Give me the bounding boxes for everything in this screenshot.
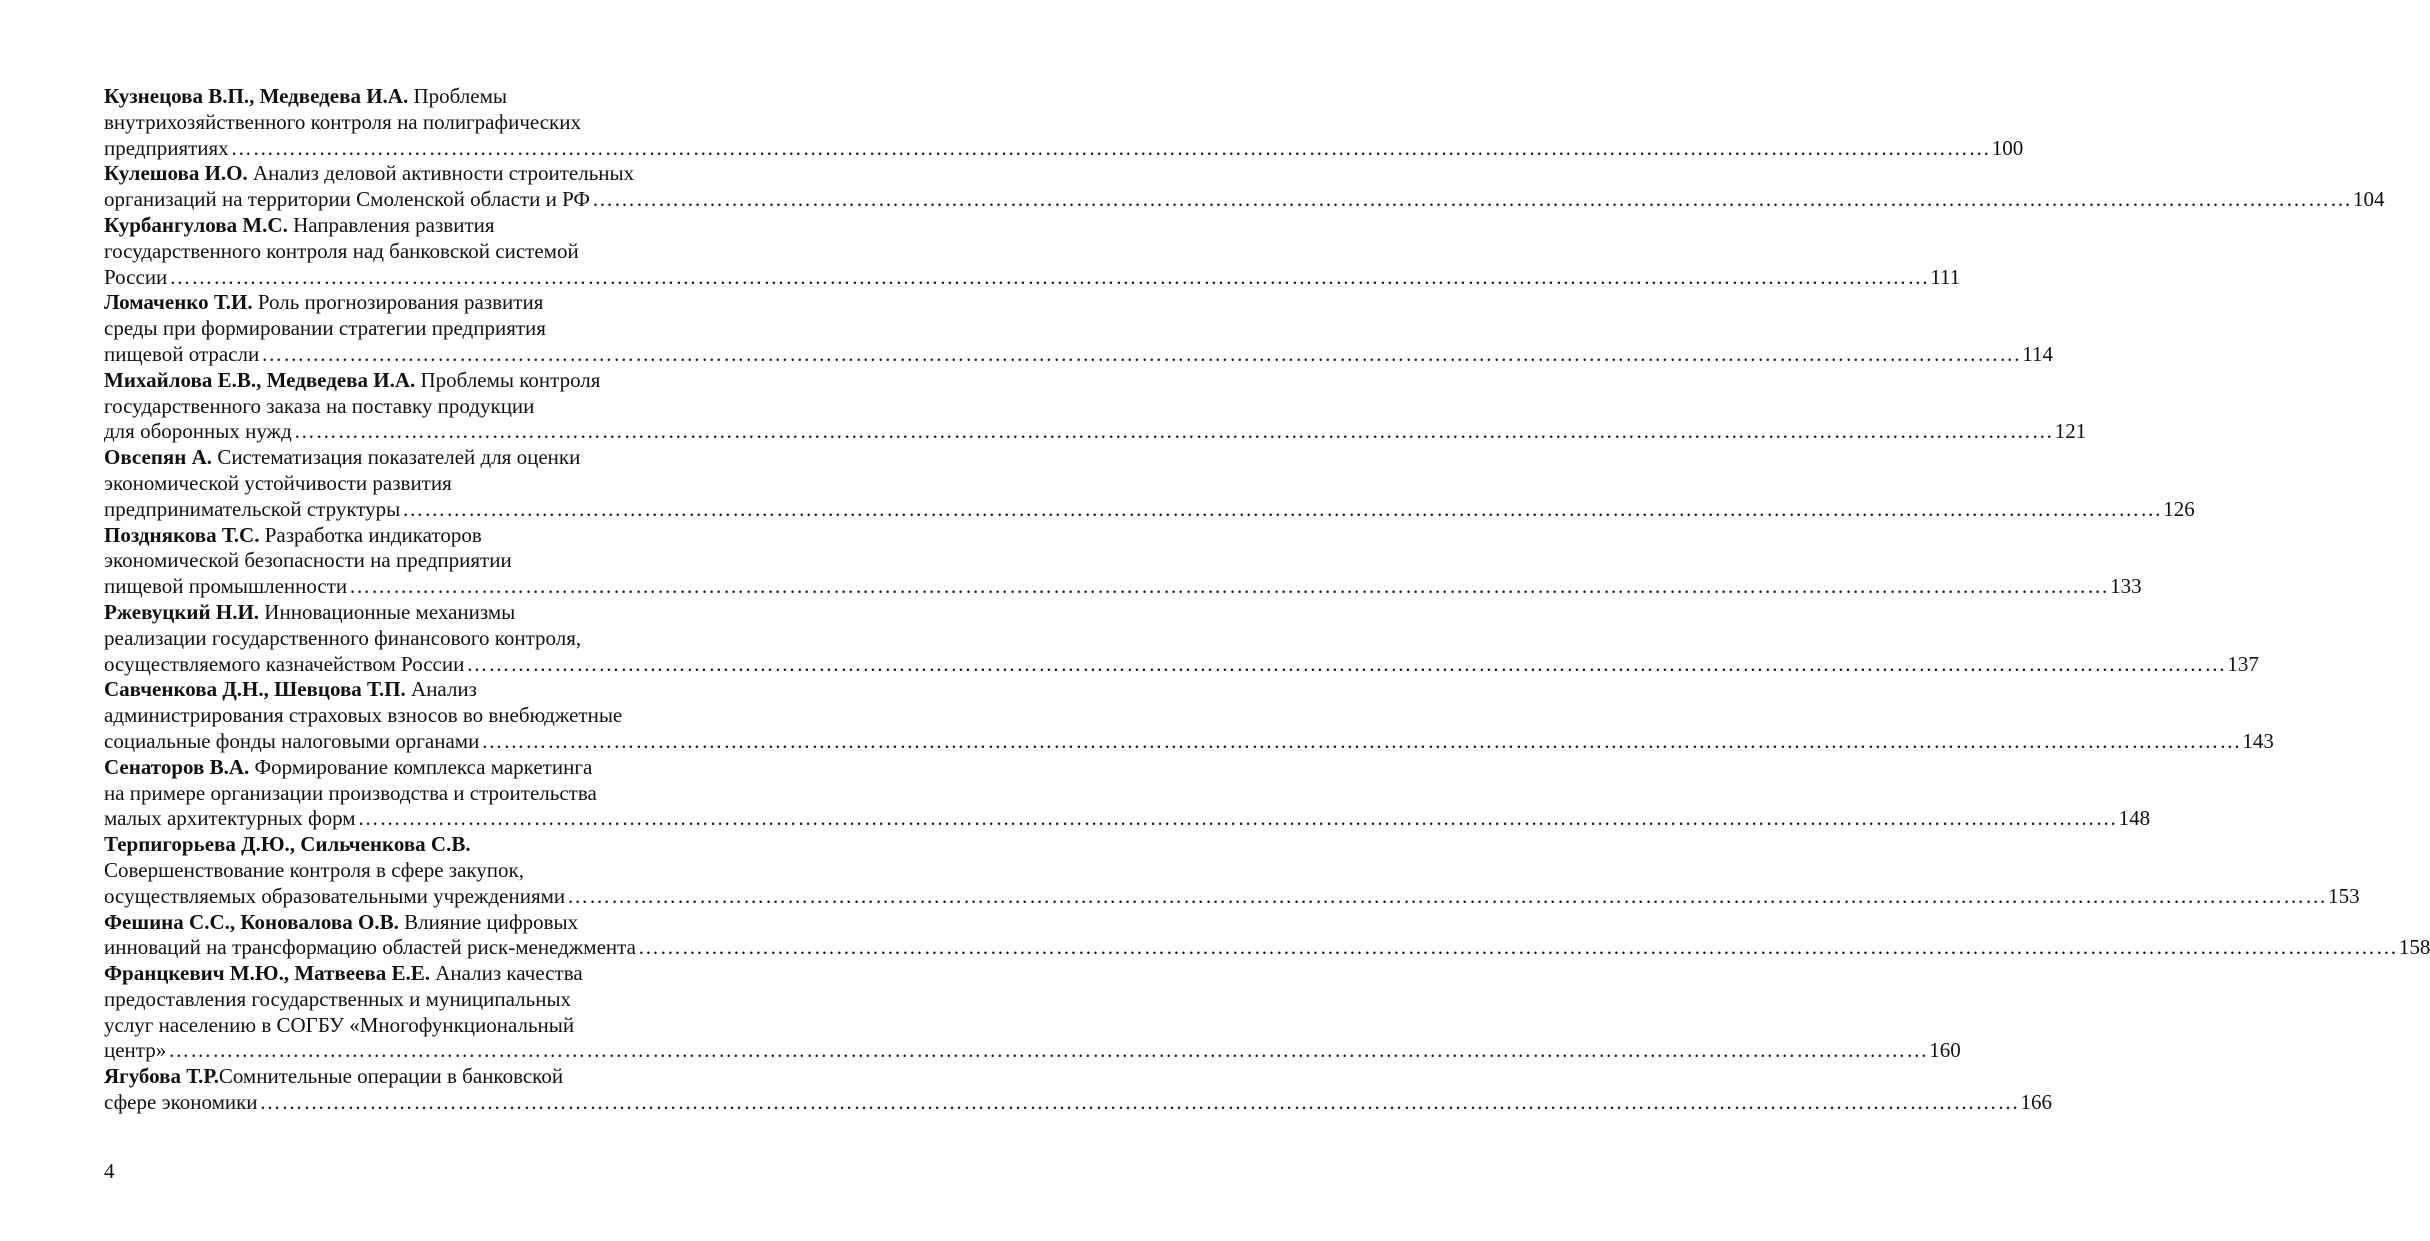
- toc-entry-last-line: [104, 1090, 2053, 1116]
- toc-entry-first-line: [104, 1064, 756, 1090]
- toc-entry: [104, 522, 2142, 600]
- dot-leader: ……………………………………………………………………………………………………………………………………………………………………………………………………………………: [466, 651, 2227, 676]
- toc-entry-first-line: [104, 910, 756, 936]
- toc-entry-page: 100: [1991, 135, 2024, 160]
- toc-entry-last-line: [104, 883, 2360, 910]
- toc-entry-page: 126: [2163, 496, 2195, 521]
- toc-entry-title-start: Влияние цифровых: [398, 909, 579, 934]
- toc-entry: [104, 161, 2385, 213]
- toc-entry-title-end: для оборонных нужд: [104, 419, 292, 444]
- toc-entry: [104, 367, 2087, 445]
- toc-entry-last-line: [104, 187, 2385, 213]
- dot-leader: ……………………………………………………………………………………………………………………………………………………………………………………………………………………: [357, 806, 2118, 831]
- toc-entry-authors: Фешина С.С., Коновалова О.В.: [104, 909, 399, 934]
- toc-entry-title-end: инноваций на трансформацию областей риск-менеджмента: [104, 935, 636, 960]
- toc-entry-first-line: [104, 755, 756, 781]
- toc-entry-authors: Курбангулова М.С.: [104, 212, 288, 237]
- toc-entry-title-end: предпринимательской структуры: [104, 496, 401, 521]
- toc-entry-last-line: [104, 651, 2259, 678]
- toc-entry-page: 160: [1929, 1038, 1961, 1063]
- toc-entry: [104, 290, 2053, 367]
- toc-entry-authors: Ржевуцкий Н.И.: [104, 599, 260, 624]
- toc-entry-first-line: [104, 677, 756, 703]
- dot-leader: ……………………………………………………………………………………………………………………………………………………………………………………………………………………: [567, 883, 2328, 908]
- toc-entry-title-end: пищевой промышленности: [104, 574, 348, 599]
- toc-entry-page: 133: [2110, 574, 2142, 599]
- dot-leader: ……………………………………………………………………………………………………………………………………………………………………………………………………………………: [637, 935, 2398, 960]
- toc-entry-title-end: организаций на территории Смоленской области и РФ: [104, 187, 591, 212]
- dot-leader: ……………………………………………………………………………………………………………………………………………………………………………………………………………………: [349, 574, 2110, 599]
- toc-entry-authors: Михайлова Е.В., Медведева И.А.: [104, 367, 416, 392]
- toc-entry-title-end: осуществляемого казначейством России: [104, 651, 465, 676]
- toc-entry-title-start: Проблемы контроля: [415, 367, 601, 392]
- toc-entry-title-end: центр»: [104, 1038, 167, 1063]
- toc-entry-title-start: Разработка индикаторов: [259, 522, 482, 547]
- toc-entry-page: 137: [2227, 651, 2259, 676]
- dot-leader: ……………………………………………………………………………………………………………………………………………………………………………………………………………………: [168, 1038, 1929, 1063]
- toc-entry-page: 148: [2118, 806, 2151, 831]
- toc-entry-page: 111: [1930, 264, 1961, 289]
- page-number: 4: [104, 1159, 115, 1183]
- toc-entry-first-line: [104, 161, 756, 187]
- toc-entry: [104, 909, 2430, 962]
- toc-entry-authors: Позднякова Т.С.: [104, 522, 260, 547]
- dot-leader: ……………………………………………………………………………………………………………………………………………………………………………………………………………………: [230, 135, 1991, 160]
- dot-leader: ……………………………………………………………………………………………………………………………………………………………………………………………………………………: [402, 496, 2163, 521]
- toc-entry-title-line: администрирования страховых взносов во внебюджетные: [104, 703, 623, 728]
- toc-entry-page: 121: [2054, 419, 2087, 444]
- toc-entry-title-end: сфере экономики: [104, 1090, 258, 1115]
- toc-entry-last-line: [104, 264, 1961, 291]
- toc-entry-title-start: Роль прогнозирования развития: [252, 290, 544, 315]
- toc-entry-authors: Терпигорьева Д.Ю., Сильченкова С.В.: [104, 832, 471, 857]
- toc-entry-title-line: государственного контроля над банковской системой: [104, 238, 579, 263]
- dot-leader: ……………………………………………………………………………………………………………………………………………………………………………………………………………………: [481, 728, 2242, 753]
- toc-entry-first-line: [104, 961, 756, 987]
- toc-entry-last-line: [104, 496, 2195, 523]
- toc-entry-last-line: [104, 1038, 1961, 1064]
- toc-entry-page: 166: [2020, 1090, 2053, 1115]
- toc-entry-first-line: [104, 523, 756, 549]
- toc-entry: [104, 754, 2151, 832]
- toc-entry-last-line: [104, 728, 2274, 755]
- table-of-contents: [104, 84, 2430, 1116]
- toc-entry-first-line: [104, 832, 756, 858]
- toc-entry-authors: Кулешова И.О.: [104, 161, 248, 186]
- toc-entry-last-line: [104, 806, 2151, 832]
- toc-entry: [104, 1064, 2053, 1116]
- toc-entry-title-start: Направления развития: [287, 212, 495, 237]
- toc-entry-page: 114: [2022, 341, 2053, 366]
- toc-entry-first-line: [104, 600, 756, 626]
- toc-entry-last-line: [104, 935, 2430, 961]
- toc-entry-title-line: экономической безопасности на предприятии: [104, 548, 512, 573]
- toc-entry-title-line: на примере организации производства и строительства: [104, 780, 597, 805]
- toc-entry-first-line: [104, 213, 756, 239]
- toc-entry-page: 104: [2353, 187, 2385, 212]
- toc-entry-title-line: среды при формировании стратегии предприятия: [104, 316, 546, 341]
- toc-entry-first-line: [104, 84, 756, 110]
- toc-entry-title-start: Формирование комплекса маркетинга: [249, 754, 593, 779]
- toc-entry: [104, 84, 2024, 161]
- toc-entry-authors: Савченкова Д.Н., Шевцова Т.П.: [104, 677, 406, 702]
- toc-entry-authors: Кузнецова В.П., Медведева И.А.: [104, 84, 409, 108]
- toc-entry-page: 158: [2398, 935, 2430, 960]
- toc-entry: [104, 445, 2195, 522]
- toc-entry-authors: Сенаторов В.А.: [104, 754, 250, 779]
- toc-entry: [104, 599, 2259, 677]
- dot-leader: ……………………………………………………………………………………………………………………………………………………………………………………………………………………: [592, 187, 2353, 212]
- toc-entry-last-line: [104, 419, 2087, 445]
- toc-entry-title-end: осуществляемых образовательными учреждениями: [104, 883, 566, 908]
- dot-leader: ……………………………………………………………………………………………………………………………………………………………………………………………………………………: [169, 264, 1930, 289]
- toc-entry-title-end: России: [104, 264, 168, 289]
- toc-entry: [104, 832, 2360, 909]
- toc-entry-first-line: [104, 445, 756, 471]
- toc-entry: [104, 677, 2274, 754]
- toc-entry-title-start: Проблемы: [408, 84, 507, 108]
- toc-entry-authors: Францкевич М.Ю., Матвеева Е.Е.: [104, 961, 430, 986]
- toc-entry-title-line: услуг населению в СОГБУ «Многофункциональный: [104, 1012, 575, 1037]
- dot-leader: ……………………………………………………………………………………………………………………………………………………………………………………………………………………: [261, 341, 2022, 366]
- toc-entry: [104, 212, 1961, 290]
- toc-entry-title-end: предприятиях: [104, 135, 229, 160]
- toc-entry-authors: Ягубова Т.Р.: [104, 1064, 219, 1089]
- toc-entry-title-line: Совершенствование контроля в сфере закупок,: [104, 857, 524, 882]
- toc-entry-last-line: [104, 341, 2053, 368]
- toc-entry-title-line: экономической устойчивости развития: [104, 470, 452, 495]
- toc-entry-title-line: государственного заказа на поставку продукции: [104, 393, 535, 418]
- toc-entry-first-line: [104, 290, 756, 316]
- toc-entry-first-line: [104, 368, 756, 394]
- toc-entry-title-start: Анализ деловой активности строительных: [247, 161, 635, 186]
- toc-entry: [104, 961, 1961, 1064]
- toc-entry-last-line: [104, 574, 2142, 600]
- toc-entry-page: 143: [2242, 728, 2274, 753]
- toc-entry-authors: Ломаченко Т.И.: [104, 290, 253, 315]
- toc-entry-title-line: внутрихозяйственного контроля на полиграфических: [104, 109, 582, 134]
- toc-entry-title-start: Инновационные механизмы: [259, 599, 516, 624]
- toc-entry-title-end: малых архитектурных форм: [104, 806, 356, 831]
- toc-entry-authors: Овсепян А.: [104, 445, 213, 470]
- toc-entry-page: 153: [2328, 883, 2360, 908]
- dot-leader: ……………………………………………………………………………………………………………………………………………………………………………………………………………………: [293, 419, 2054, 444]
- toc-entry-title-line: предоставления государственных и муниципальных: [104, 986, 572, 1011]
- toc-entry-title-start: Систематизация показателей для оценки: [212, 445, 581, 470]
- toc-entry-title-line: реализации государственного финансового контроля,: [104, 625, 582, 650]
- toc-entry-title-end: пищевой отрасли: [104, 341, 260, 366]
- toc-entry-last-line: [104, 135, 2024, 162]
- toc-entry-title-end: социальные фонды налоговыми органами: [104, 728, 480, 753]
- toc-entry-title-start: Сомнительные операции в банковской: [218, 1064, 564, 1089]
- toc-entry-title-start: Анализ качества: [430, 961, 583, 986]
- dot-leader: ……………………………………………………………………………………………………………………………………………………………………………………………………………………: [259, 1090, 2020, 1115]
- toc-entry-title-start: Анализ: [405, 677, 477, 702]
